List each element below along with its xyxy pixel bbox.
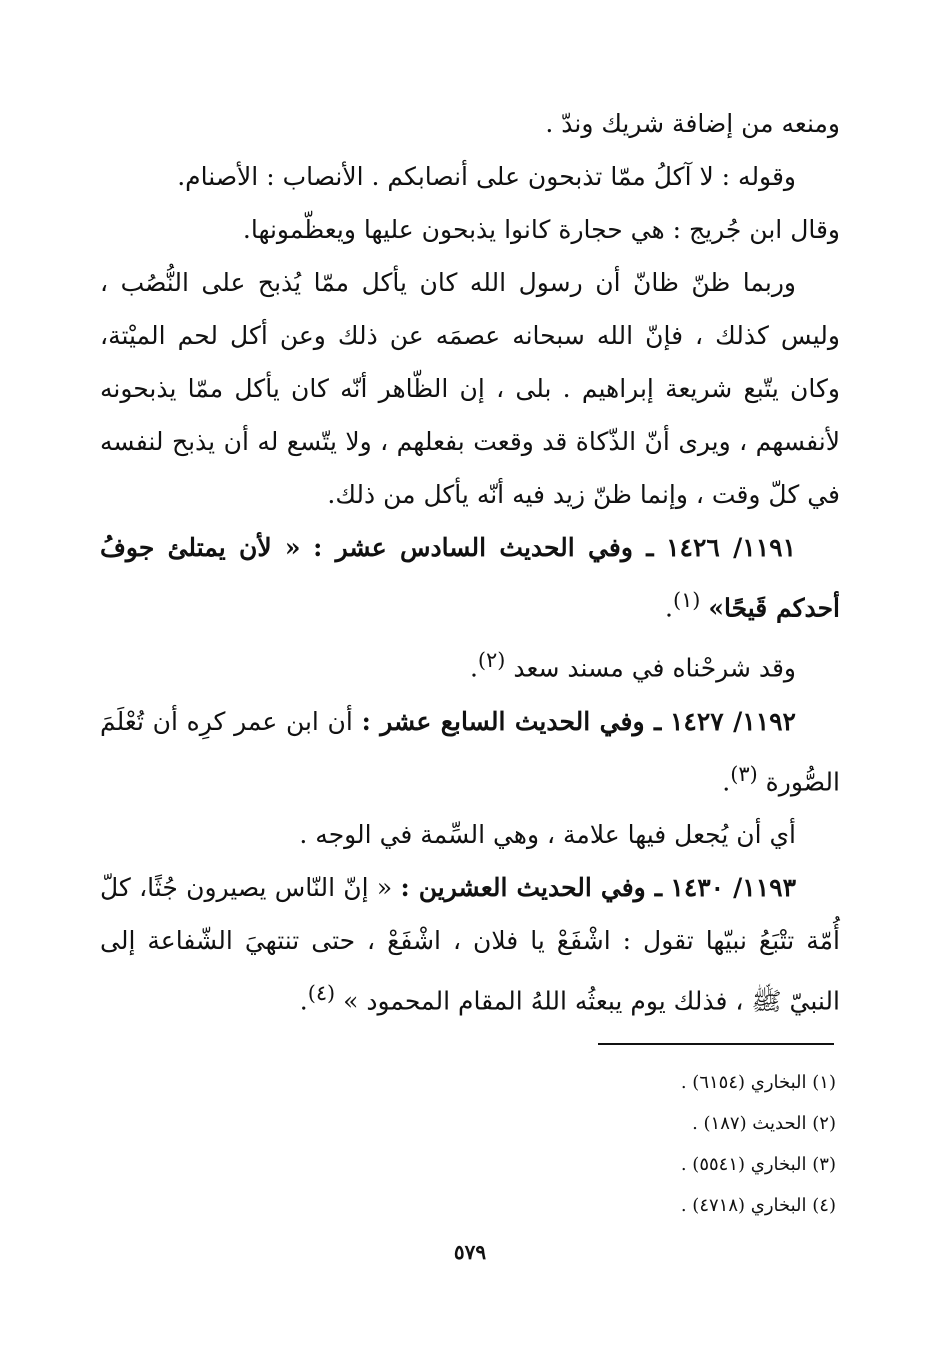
footnotes	[540, 1062, 836, 1226]
footnote-4: (٤) البخاري (٤٧١٨) .	[680, 1195, 836, 1216]
hadith-1193-text: « إنّ النّاس يصيرون جُثًا، كلّ أُمّة تتْبَعُ نبيّها تقول : اشْفَعْ يا فلان ، اشْفَعْ ، حتى تنتهيَ الشّفاعة إلى النبيّ ﷺ ، فذلك يوم يبعثُه اللهُ المقام المحمود »	[100, 872, 840, 1016]
hadith-1191-quote: « لأن يمتلئ جوفُ أحدكم قَيحًا»	[100, 533, 840, 623]
footnote-2: (٢) الحديث (١٨٧) .	[692, 1113, 836, 1134]
hadith-1191-comment	[100, 634, 840, 694]
hadith-1192-end: .	[722, 766, 731, 796]
hadith-1191-comment-end: .	[469, 653, 478, 683]
paragraph-3	[100, 203, 840, 256]
footnote-1: (١) البخاري (٦١٥٤) .	[680, 1072, 836, 1093]
hadith-1192-number: ١١٩٢/ ١٤٢٧	[669, 706, 796, 736]
hadith-1191-number: ١١٩١/ ١٤٢٦	[666, 533, 796, 562]
hadith-1192-text: أن ابن عمر كرِه أن تُعْلَمَ الصُّورة	[100, 706, 840, 796]
hadith-1193-number: ١١٩٣/ ١٤٣٠	[670, 872, 796, 902]
hadith-1193-footnote-ref: (٤)	[307, 980, 336, 1005]
hadith-1191-comment-footnote-ref: (٢)	[477, 648, 506, 673]
hadith-1191-heading: ـ وفي الحديث السادس عشر :	[313, 533, 654, 562]
hadith-1192-comment	[100, 808, 840, 861]
hadith-1192-comment-text: أي أن يُجعل فيها علامة ، وهي السِّمة في الوجه .	[299, 819, 796, 849]
paragraph-3-text: وقال ابن جُريج : هي حجارة كانوا يذبحون عليها ويعظّمونها.	[242, 215, 840, 244]
footnote-divider	[598, 1043, 834, 1045]
hadith-1193-end: .	[299, 986, 308, 1016]
hadith-1192	[100, 695, 840, 808]
hadith-1193	[100, 861, 840, 1027]
hadith-1191-end: .	[664, 593, 673, 623]
paragraph-2	[100, 150, 840, 203]
paragraph-4-text: وربما ظنّ ظانّ أن رسول الله كان يأكل ممّا يُذبح على النُّصُب ، وليس كذلك ، فإنّ الله سبحانه عصمَه عن ذلك وعن أكل لحم الميْتة، وكان يتّبع شريعة إبراهيم . بلى ، إن الظّاهر أنّه كان يأكل ممّا يذبحونه لأنفسهم ، ويرى أنّ الذّكاة قد وقعت بفعلهم ، ولا يتّسع له أن يذبح لنفسه في كلّ وقت ، وإنما ظنّ زيد فيه أنّه يأكل من ذلك.	[100, 268, 840, 509]
page-number: ٥٧٩	[453, 1240, 487, 1264]
paragraph-2-text: وقوله : لا آكلُ ممّا تذبحون على أنصابكم . الأنصاب : الأصنام.	[177, 162, 796, 191]
hadith-1193-heading: ـ وفي الحديث العشرين :	[400, 872, 663, 902]
footnote-3: (٣) البخاري (٥٥٤١) .	[680, 1154, 836, 1175]
paragraph-4	[100, 256, 840, 521]
hadith-1192-heading: ـ وفي الحديث السابع عشر :	[361, 706, 662, 736]
hadith-1192-footnote-ref: (٣)	[730, 761, 758, 786]
paragraph-1-text: ومنعه من إضافة شريك وندّ .	[545, 109, 840, 138]
main-text	[100, 97, 840, 1027]
hadith-1191-footnote-ref: (١)	[672, 588, 701, 612]
hadith-1191-comment-text: وقد شرحْناه في مسند سعد	[513, 653, 796, 683]
paragraph-1	[100, 97, 840, 150]
hadith-1191	[100, 521, 840, 634]
